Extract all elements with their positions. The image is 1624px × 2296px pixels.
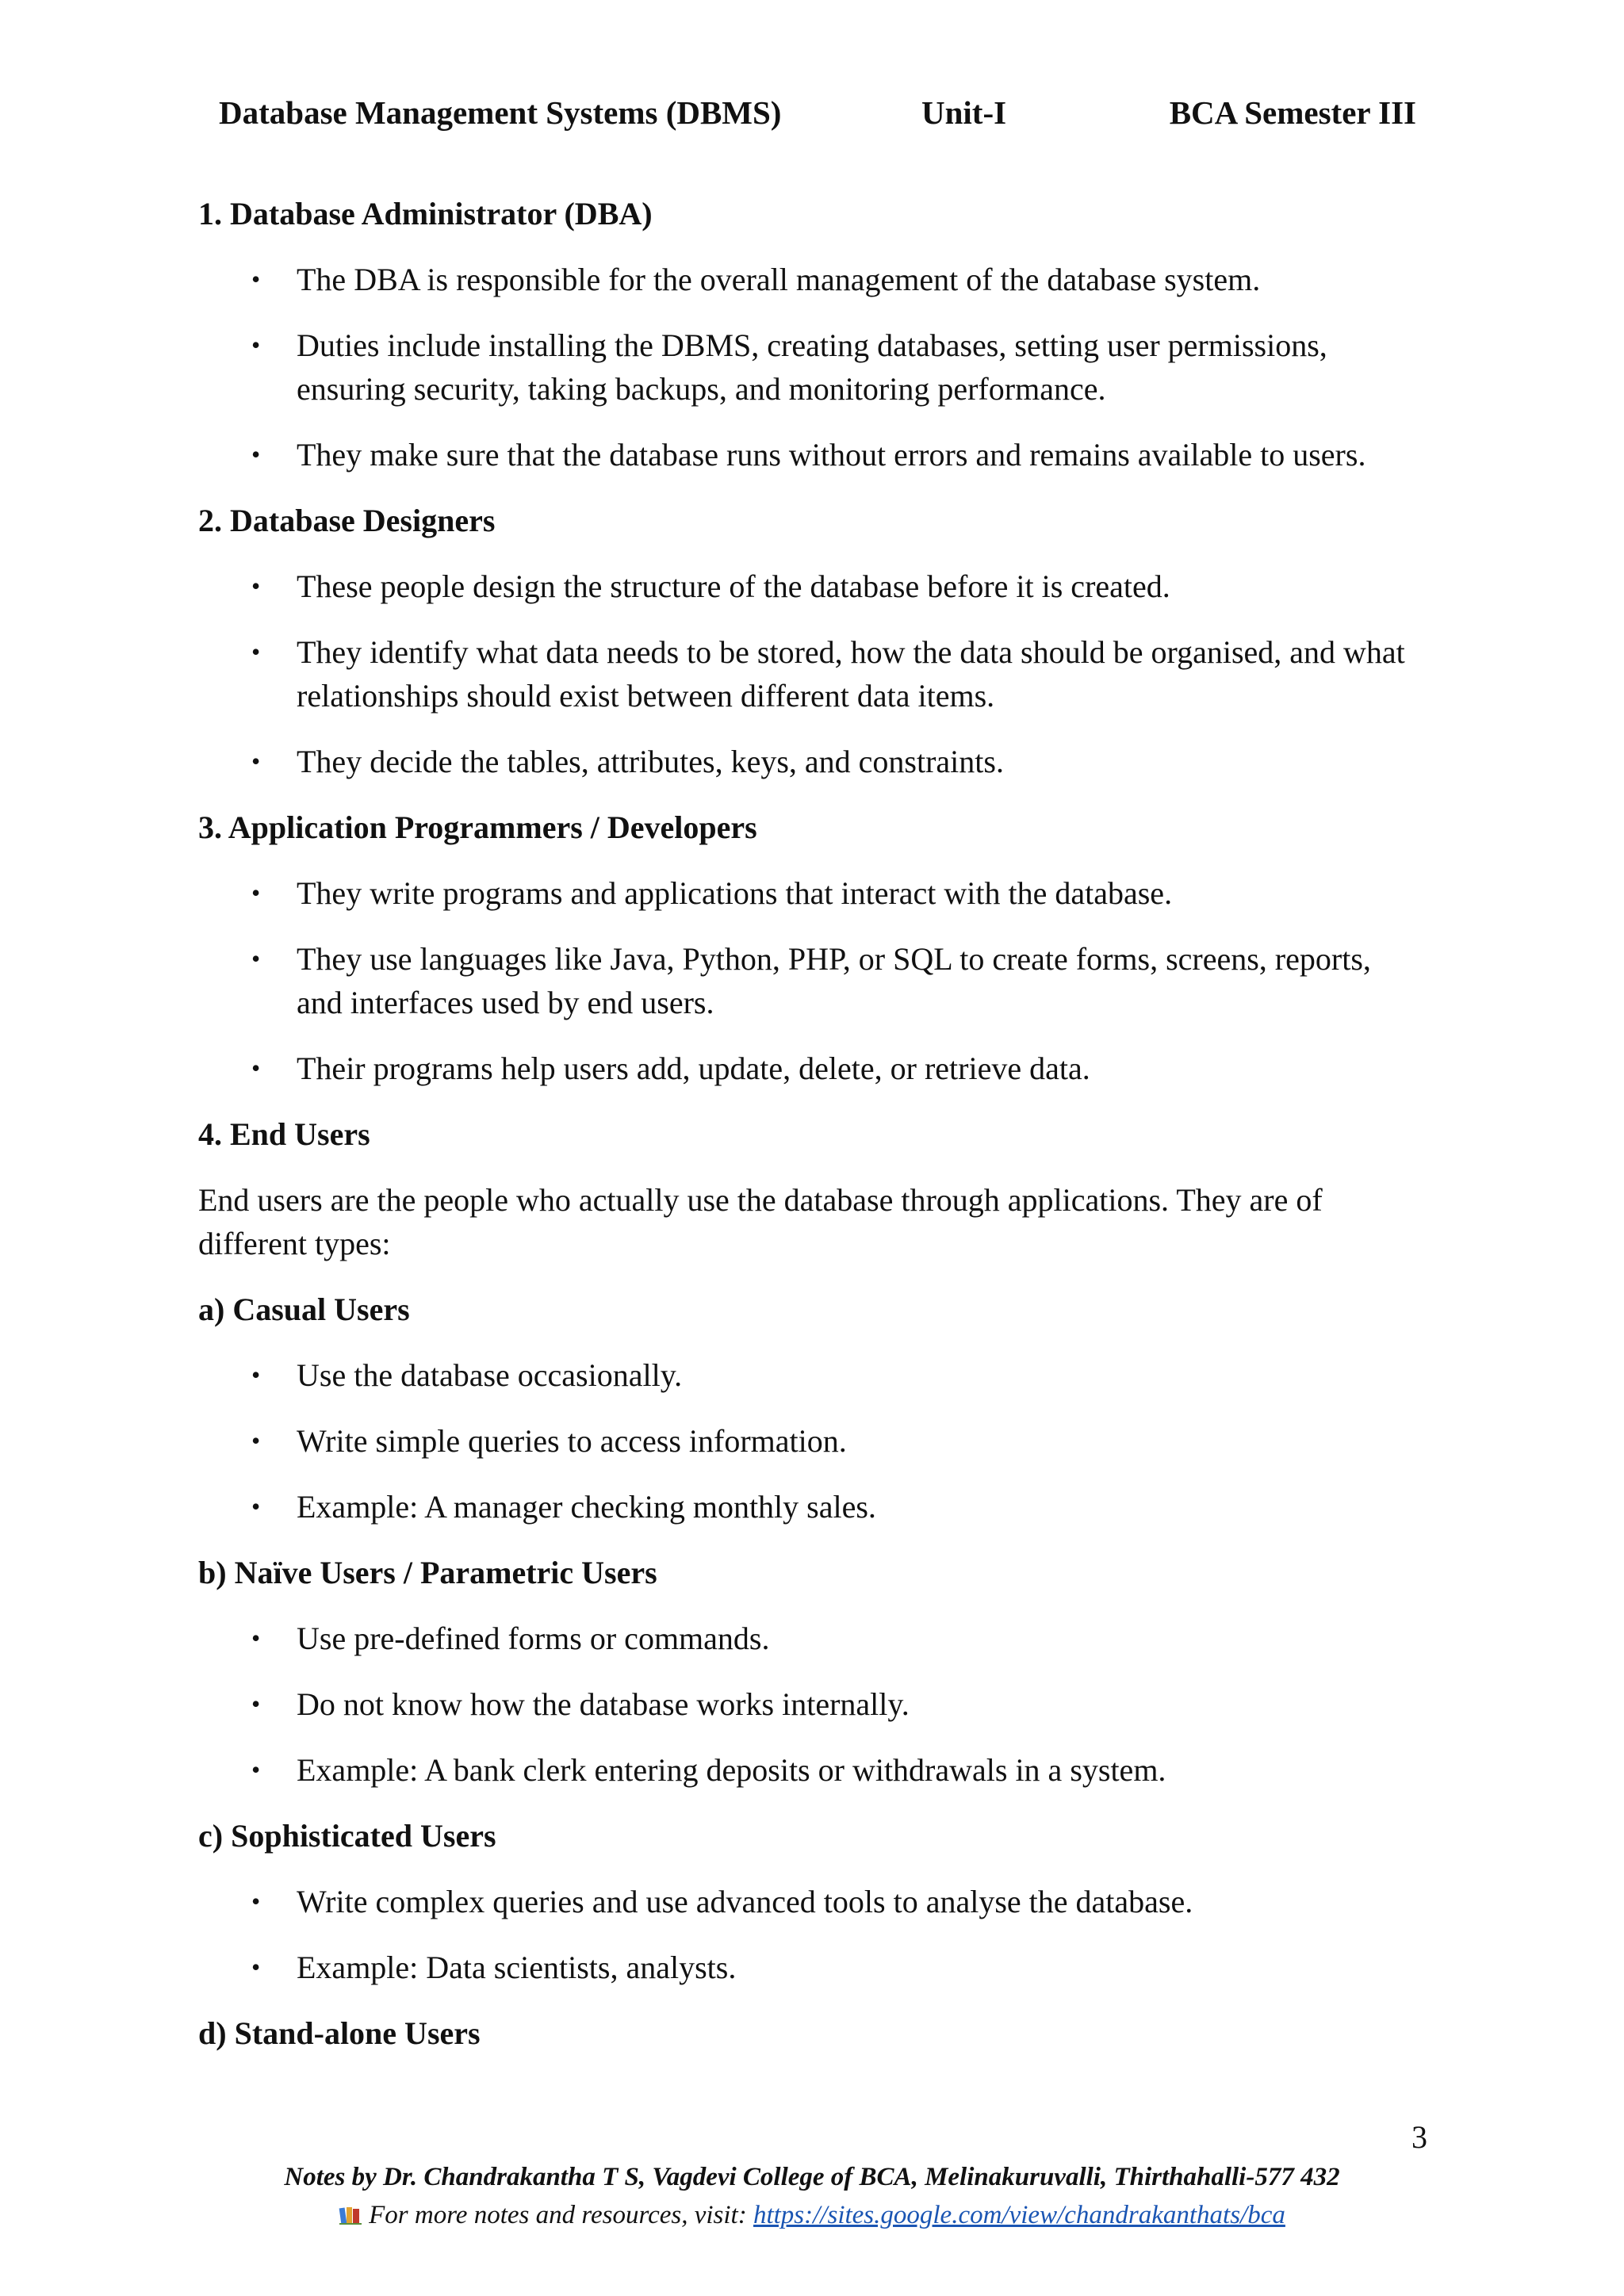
list-item [198, 630, 1419, 718]
bullet-icon: • [251, 878, 261, 907]
footer-credit: Notes by Dr. Chandrakantha T S, Vagdevi College of BCA, Melinakuruvalli, Thirthahalli-577 432 [284, 2163, 1340, 2191]
bullet-icon: • [251, 1360, 261, 1389]
list-item-text: Example: A bank clerk entering deposits or withdrawals in a system. [297, 1752, 1166, 1788]
header-semester: BCA Semester III [1169, 94, 1416, 131]
bullet-icon: • [251, 944, 261, 973]
bullet-icon: • [251, 1492, 261, 1521]
list-item-text: Their programs help users add, update, delete, or retrieve data. [297, 1050, 1090, 1086]
page-header [219, 94, 1416, 141]
header-unit: Unit-I [921, 94, 1007, 131]
bullet-icon: • [251, 1054, 261, 1082]
bullet-icon: • [251, 1953, 261, 1981]
bullet-icon: • [251, 440, 261, 469]
bullet-icon: • [251, 747, 261, 775]
bullet-icon: • [251, 265, 261, 293]
list-item-text: Duties include installing the DBMS, creating databases, setting user permissions, ensuring security, taking backups, and monitoring performance. [297, 327, 1327, 407]
list-item-text: Example: Data scientists, analysts. [297, 1950, 737, 1985]
naive-users-list [198, 1617, 1419, 1792]
bullet-icon: • [251, 572, 261, 600]
list-item-text: The DBA is responsible for the overall management of the database system. [297, 262, 1261, 297]
bullet-icon: • [251, 331, 261, 359]
list-item [198, 937, 1419, 1024]
list-item-text: They write programs and applications that interact with the database. [297, 875, 1173, 911]
list-item [198, 564, 1419, 608]
programmers-list [198, 871, 1419, 1090]
list-item-text: Write complex queries and use advanced tools to analyse the database. [297, 1884, 1193, 1919]
list-item-text: They use languages like Java, Python, PHP, or SQL to create forms, screens, reports, and interfaces used by end users. [297, 941, 1371, 1020]
list-item [198, 1946, 1419, 1989]
section-heading-designers: 2. Database Designers [198, 503, 496, 538]
list-item [198, 1880, 1419, 1923]
bullet-icon: • [251, 1689, 261, 1718]
header-course-title: Database Management Systems (DBMS) [219, 94, 782, 131]
section-heading-naive-users: b) Naïve Users / Parametric Users [198, 1555, 657, 1590]
page-number: 3 [1411, 2119, 1427, 2155]
bullet-icon: • [251, 1755, 261, 1784]
bullet-icon: • [251, 1887, 261, 1915]
section-heading-sophisticated-users: c) Sophisticated Users [198, 1818, 496, 1854]
page-footer [0, 2158, 1624, 2234]
books-icon [339, 2198, 362, 2219]
list-item-text: Use pre-defined forms or commands. [297, 1621, 770, 1656]
list-item-text: These people design the structure of the database before it is created. [297, 568, 1170, 604]
list-item-text: Write simple queries to access information. [297, 1423, 847, 1459]
sophisticated-users-list [198, 1880, 1419, 1989]
list-item [198, 1353, 1419, 1397]
section-heading-dba: 1. Database Administrator (DBA) [198, 196, 653, 232]
list-item-text: Use the database occasionally. [297, 1357, 683, 1393]
list-item [198, 1485, 1419, 1529]
resources-link[interactable]: https://sites.google.com/view/chandrakanthats/bca [753, 2201, 1285, 2229]
list-item-text: They make sure that the database runs without errors and remains available to users. [297, 437, 1366, 473]
list-item [198, 433, 1419, 476]
dba-list [198, 258, 1419, 476]
section-heading-end-users: 4. End Users [198, 1116, 370, 1152]
list-item [198, 323, 1419, 411]
bullet-icon: • [251, 1624, 261, 1652]
list-item [198, 1748, 1419, 1792]
end-users-intro: End users are the people who actually use the database through applications. They are of different types: [198, 1182, 1323, 1261]
section-heading-standalone-users: d) Stand-alone Users [198, 2015, 481, 2051]
list-item [198, 258, 1419, 301]
section-heading-casual-users: a) Casual Users [198, 1292, 410, 1327]
list-item [198, 1617, 1419, 1660]
list-item [198, 1419, 1419, 1463]
section-heading-programmers: 3. Application Programmers / Developers [198, 809, 757, 845]
document-body [198, 192, 1419, 2077]
list-item [198, 871, 1419, 915]
casual-users-list [198, 1353, 1419, 1529]
list-item [198, 1047, 1419, 1090]
bullet-icon: • [251, 1426, 261, 1455]
list-item-text: Example: A manager checking monthly sales. [297, 1489, 876, 1525]
list-item-text: They identify what data needs to be stored, how the data should be organised, and what relationships should exist between different data items. [297, 634, 1405, 714]
designers-list [198, 564, 1419, 783]
list-item-text: They decide the tables, attributes, keys, and constraints. [297, 744, 1004, 779]
list-item [198, 1682, 1419, 1726]
bullet-icon: • [251, 637, 261, 666]
list-item-text: Do not know how the database works internally. [297, 1686, 910, 1722]
list-item [198, 740, 1419, 783]
footer-resources [0, 2196, 1624, 2234]
footer-resources-label: For more notes and resources, visit: [369, 2201, 747, 2229]
